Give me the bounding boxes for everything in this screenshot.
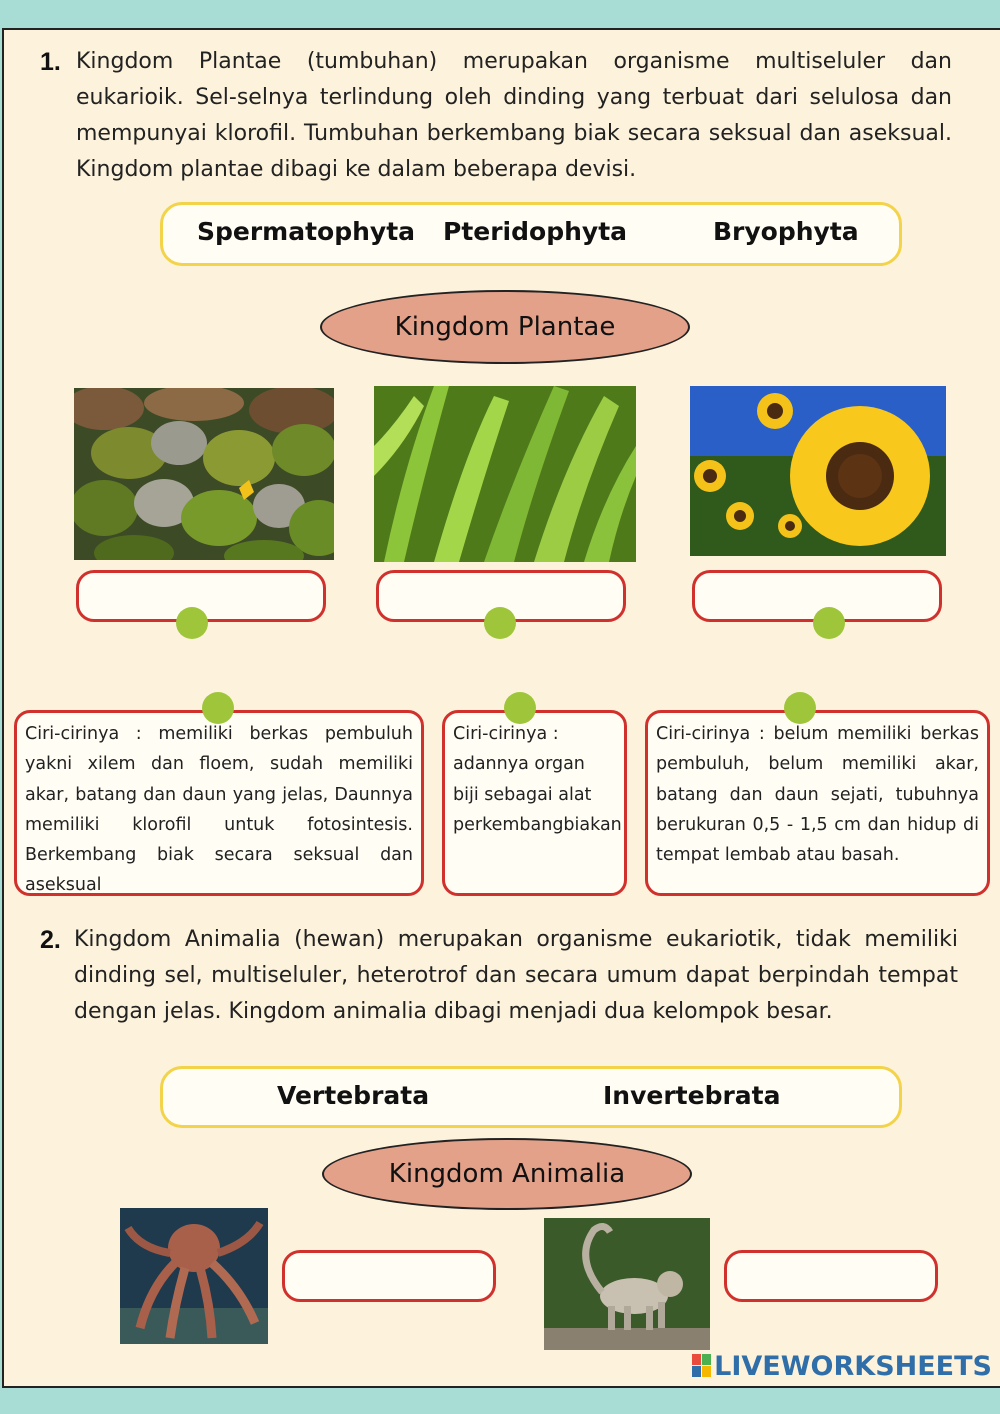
description-box-3: Ciri-cirinya : belum memiliki berkas pembuluh, belum memiliki akar, batang dan daun sejati, tubuhnya berukuran 0,5 - 1,5 cm dan hidup di tempat lembab atau basah. <box>645 710 990 896</box>
description-box-1: Ciri-cirinya : memiliki berkas pembuluh yakni xilem dan floem, sudah memiliki akar, batang dan daun yang jelas, Daunnya memiliki klorofil untuk fotosintesis. Berkembang biak secara seksual dan aseksual <box>14 710 424 896</box>
animalia-word-bank <box>160 1066 902 1128</box>
connector-dot-desc-2[interactable] <box>504 692 536 724</box>
connector-dot-moss[interactable] <box>176 607 208 639</box>
worksheet-page <box>2 28 1000 1388</box>
kingdom-plantae-title: Kingdom Plantae <box>320 290 690 364</box>
word-option-invertebrata[interactable]: Invertebrata <box>603 1081 781 1110</box>
monkey-image <box>544 1218 710 1350</box>
answer-box-monkey[interactable] <box>724 1250 938 1302</box>
animalia-intro-text: Kingdom Animalia (hewan) merupakan organisme eukariotik, tidak memiliki dinding sel, multiseluler, heterotrof dan secara umum dapat berpindah tempat dengan jelas. Kingdom animalia dibagi menjadi dua kelompok besar. <box>74 927 958 1024</box>
moss-image <box>74 388 334 560</box>
connector-dot-fern[interactable] <box>484 607 516 639</box>
answer-box-octopus[interactable] <box>282 1250 496 1302</box>
question-number-1: 1. <box>40 48 61 76</box>
connector-dot-desc-3[interactable] <box>784 692 816 724</box>
plantae-intro-text: Kingdom Plantae (tumbuhan) merupakan organisme multiseluler dan eukarioik. Sel-selnya terlindung oleh dinding yang terbuat dari selulosa dan mempunyai klorofil. Tumbuhan berkembang biak secara seksual dan aseksual. Kingdom plantae dibagi ke dalam beberapa devisi. <box>76 49 952 182</box>
connector-dot-desc-1[interactable] <box>202 692 234 724</box>
sunflower-image <box>690 386 946 556</box>
plantae-word-bank <box>160 202 902 266</box>
connector-dot-sunflower[interactable] <box>813 607 845 639</box>
liveworksheets-logo[interactable] <box>692 1348 992 1384</box>
octopus-image <box>120 1208 268 1344</box>
fern-image <box>374 386 636 562</box>
logo-text: LIVEWORKSHEETS <box>714 1350 992 1382</box>
word-option-pteridophyta[interactable]: Pteridophyta <box>443 217 628 246</box>
word-option-vertebrata[interactable]: Vertebrata <box>277 1081 430 1110</box>
word-option-spermatophyta[interactable]: Spermatophyta <box>197 217 416 246</box>
kingdom-animalia-title: Kingdom Animalia <box>322 1138 692 1210</box>
logo-mark-icon <box>692 1354 710 1378</box>
description-box-2: Ciri-cirinya : adannya organ biji sebagai alat perkembangbiakan <box>442 710 627 896</box>
question-number-2: 2. <box>40 926 61 954</box>
word-option-bryophyta[interactable]: Bryophyta <box>713 217 859 246</box>
